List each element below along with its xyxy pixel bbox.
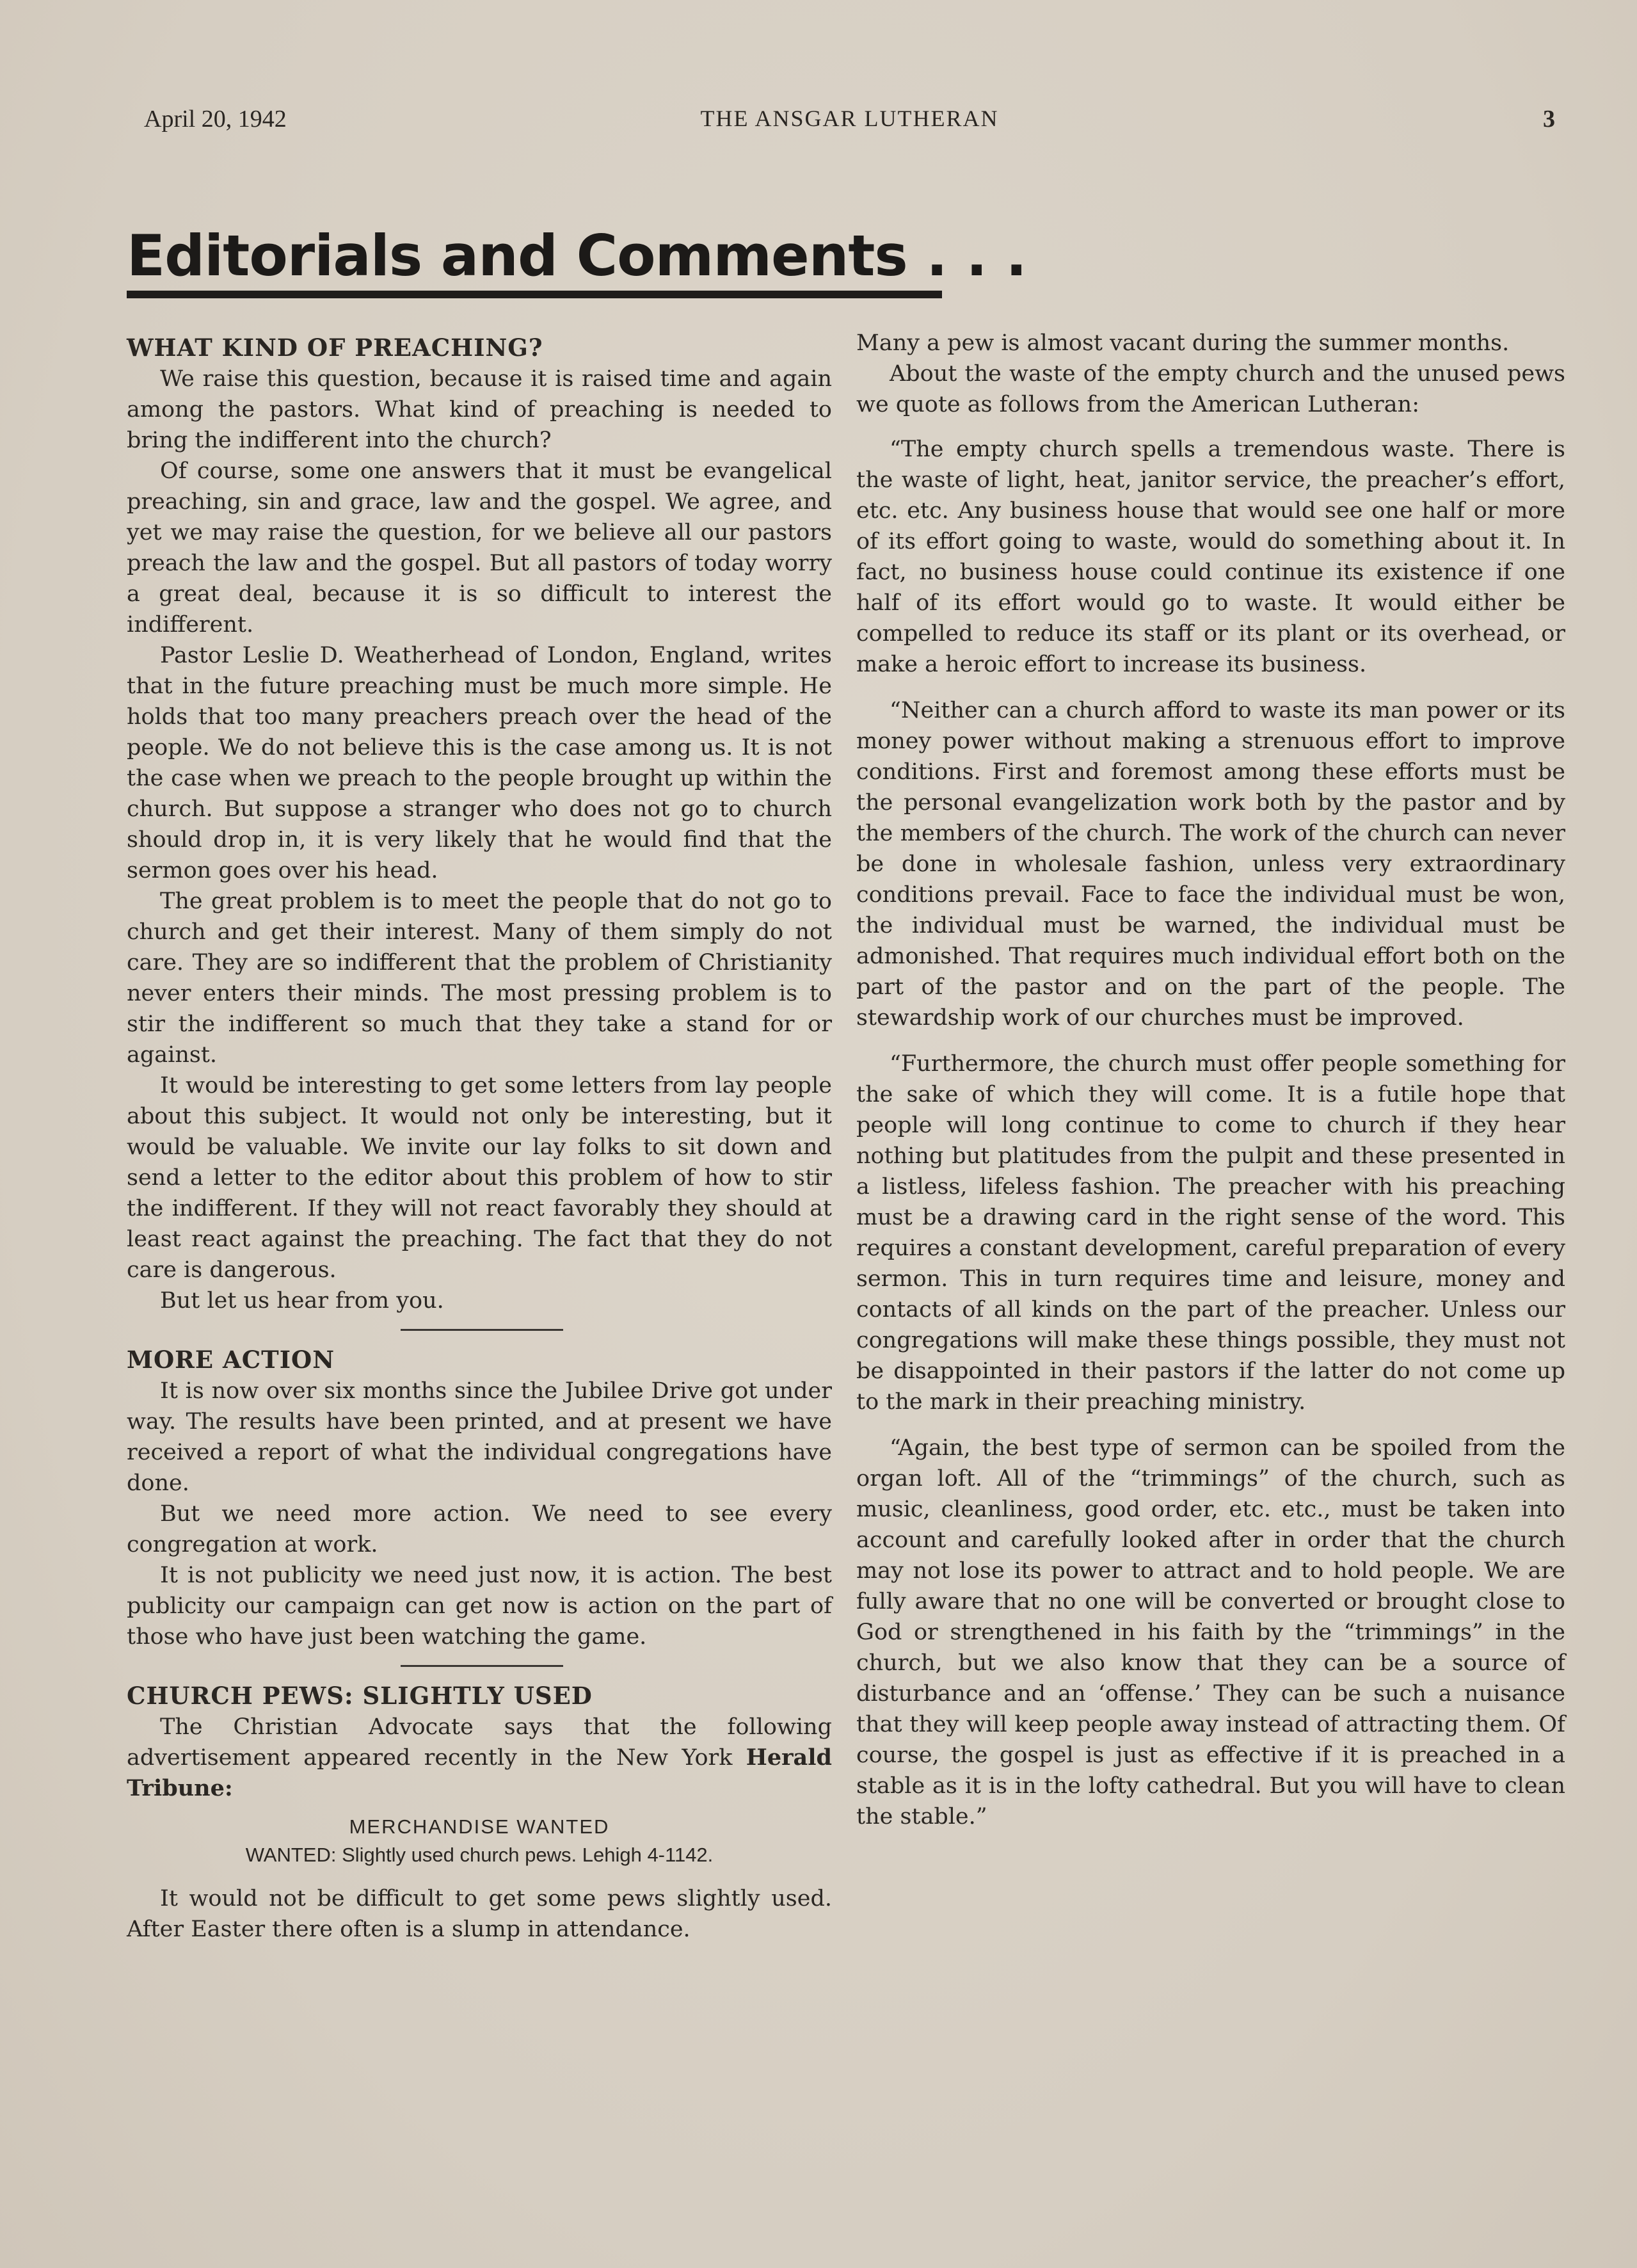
advertisement-heading: MERCHANDISE WANTED bbox=[349, 1815, 610, 1838]
title-underline bbox=[127, 291, 942, 298]
quotation-paragraph: “Furthermore, the church must offer people something for the sake of which they will come. It is a futile hope that people will long continue to come to church if they hear nothing but platitudes from the pulpit and these presented in a listless, lifeless fashion. The preacher with his preaching must be a drawing card in the right sense of the word. This requires a constant development, careful preparation of every sermon. This in turn requires time and leisure, money and contacts of all kinds on the part of the preacher. Unless our congregations will make these things possible, they must not be disappointed in their pastors if the latter do not come up to the mark in their preaching ministry. bbox=[856, 1051, 1565, 1415]
editorial-heading: CHURCH PEWS: SLIGHTLY USED bbox=[127, 1682, 593, 1710]
advertisement-text: WANTED: Slightly used church pews. Lehigh 4-1142. bbox=[245, 1844, 714, 1866]
left-column bbox=[127, 332, 832, 1945]
section-title: Editorials and Comments . . . bbox=[127, 223, 1026, 289]
editorial-heading: MORE ACTION bbox=[127, 1346, 335, 1374]
paragraph: Of course, some one answers that it must be evangelical preaching, sin and grace, law and the gospel. We agree, and yet we may raise the question, for we believe all our pastors preach the law and the gospel. But all pastors of today worry a great deal, because it is so difficult to interest the indifferent. bbox=[127, 458, 832, 638]
paragraph: But we need more action. We need to see every congregation at work. bbox=[127, 1501, 832, 1557]
section-divider bbox=[401, 1665, 563, 1667]
editorial-heading: WHAT KIND OF PREACHING? bbox=[127, 334, 543, 362]
page-number: 3 bbox=[1543, 106, 1555, 133]
newspaper-title: Herald Tribune bbox=[127, 1744, 832, 1801]
paragraph: It is not publicity we need just now, it is action. The best publicity our campaign can get now is action on the part of those who have just been watching the game. bbox=[127, 1563, 832, 1650]
paragraph: It is now over six months since the Jubilee Drive got under way. The results have been printed, and at present we have received a report of what the individual congregations have done. bbox=[127, 1378, 832, 1496]
paragraph: We raise this question, because it is raised time and again among the pastors. What kind of preaching is needed to bring the indifferent into the church? bbox=[127, 366, 832, 453]
paragraph: Pastor Leslie D. Weatherhead of London, England, writes that in the future preaching must be much more simple. He holds that too many preachers preach over the head of the people. We do not believe this is the case among us. It is not the case when we preach to the people brought up within the church. But suppose a stranger who does not go to church should drop in, it is very likely that he would find that the sermon goes over his head. bbox=[127, 643, 832, 883]
paragraph: It would be interesting to get some letters from lay people about this subject. It would not only be interesting, but it would be valuable. We invite our lay folks to sit down and send a letter to the editor about this problem of how to stir the indifferent. If they will not react favorably they should at least react against the preaching. The fact that they do not care is dangerous. bbox=[127, 1073, 832, 1283]
page-header bbox=[144, 105, 1555, 143]
quotation-paragraph: “Neither can a church afford to waste its man power or its money power without making a strenuous effort to improve conditions. First and foremost among these efforts must be the personal evangelization work both by the pastor and by the members of the church. The work of the church can never be done in wholesale fashion, unless very extraordinary conditions prevail. Face to face the individual must be won, the individual must be warned, the individual must be admonished. That requires much individual effort both on the part of the pastor and on the part of the people. The stewardship work of our churches must be improved. bbox=[856, 698, 1565, 1031]
paragraph: The great problem is to meet the people that do not go to church and get their interest. Many of them simply do not care. They are so indifferent that the problem of Christianity never enters their minds. The most pressing problem is to stir the indifferent so much that they take a stand for or against. bbox=[127, 889, 832, 1068]
right-column bbox=[856, 328, 1565, 1832]
paragraph: It would not be difficult to get some pews slightly used. After Easter there often is a slump in attendance. bbox=[127, 1886, 832, 1942]
newspaper-name: THE ANSGAR LUTHERAN bbox=[700, 106, 999, 131]
paragraph: The Christian Advocate says that the following advertisement appeared recently in the New York Herald Tribune: bbox=[127, 1714, 832, 1801]
paragraph: Many a pew is almost vacant during the summer months. bbox=[856, 330, 1510, 356]
paragraph: About the waste of the empty church and the unused pews we quote as follows from the American Lutheran: bbox=[856, 361, 1565, 417]
issue-date: April 20, 1942 bbox=[144, 106, 287, 133]
paragraph: But let us hear from you. bbox=[160, 1288, 444, 1314]
quotation-paragraph: “Again, the best type of sermon can be spoiled from the organ loft. All of the “trimmings” of the church, such as music, cleanliness, good order, etc. etc., must be taken into account and carefully looked after in order that the church may not lose its power to attract and to hold people. We are fully aware that no one will be converted or brought close to God or strengthened in his faith by the “trimmings” in the church, but we also know that they can be a source of disturbance and an ‘offense.’ They can be such a nuisance that they will keep people away instead of attracting them. Of course, the gospel is just as effective if it is preached in a stable as it is in the lofty cathedral. But you will have to clean the stable.” bbox=[856, 1435, 1565, 1830]
section-divider bbox=[401, 1329, 563, 1331]
quotation-paragraph: “The empty church spells a tremendous waste. There is the waste of light, heat, janitor service, the preacher’s effort, etc. etc. Any business house that would see one half or more of its effort going to waste, would do something about it. In fact, no business house could continue its existence if one half of its effort would go to waste. It would either be compelled to reduce its staff or its plant or its overhead, or make a heroic effort to increase its business. bbox=[856, 437, 1565, 677]
